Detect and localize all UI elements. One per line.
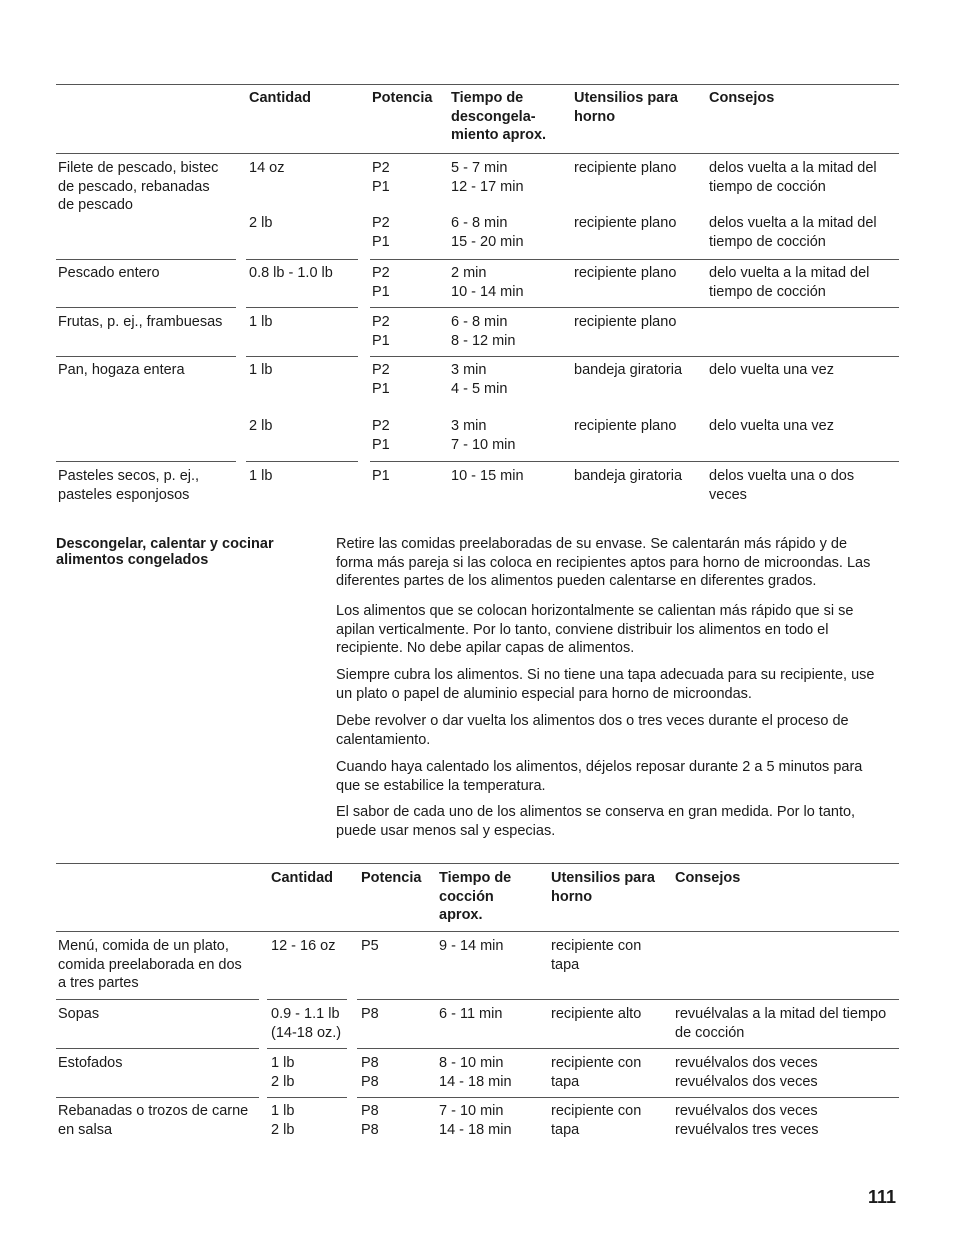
quantity-cell: 1 lb 2 lb [271, 1103, 295, 1138]
row-rule [370, 259, 899, 260]
header-consejos: Consejos [709, 90, 775, 106]
food-cell: Pasteles secos, p. ej., pasteles esponjosos [58, 468, 200, 503]
table-top-rule [56, 863, 899, 864]
row-rule [357, 1048, 899, 1049]
header-tiempo: Tiempo de cocción aprox. [439, 870, 512, 923]
quantity-cell: 1 lb [249, 468, 273, 484]
paragraph: Los alimentos que se colocan horizontalmente se calientan más rápido que si se apilan verticalmente. Por lo tanto, conviene distribuir los alimentos en todo el recipiente. No debe apilar capas de alimentos. [336, 603, 854, 656]
power-cell: P2 P1 [372, 160, 390, 195]
row-rule [246, 356, 358, 357]
utensil-cell: recipiente alto [551, 1006, 642, 1022]
row-rule [267, 999, 347, 1000]
quantity-cell: 0.9 - 1.1 lb (14-18 oz.) [271, 1006, 342, 1041]
food-cell: Pescado entero [58, 265, 160, 281]
tip-cell: delo vuelta a la mitad del tiempo de cocción [709, 265, 870, 300]
tip-cell: delo vuelta una vez [709, 362, 834, 378]
row-rule [267, 1097, 347, 1098]
row-rule [56, 1097, 259, 1098]
row-rule [357, 999, 899, 1000]
quantity-cell: 2 lb [249, 215, 273, 231]
header-tiempo: Tiempo de descongela- miento aprox. [451, 90, 547, 143]
tip-cell: delo vuelta una vez [709, 418, 834, 434]
time-cell: 3 min 4 - 5 min [451, 362, 508, 397]
utensil-cell: recipiente plano [574, 418, 677, 434]
time-cell: 3 min 7 - 10 min [451, 418, 516, 453]
power-cell: P2 P1 [372, 215, 390, 250]
quantity-cell: 1 lb [249, 314, 273, 330]
quantity-cell: 14 oz [249, 160, 285, 176]
utensil-cell: recipiente con tapa [551, 938, 642, 973]
tip-cell: revuélvalas a la mitad del tiempo de cocción [675, 1006, 887, 1041]
paragraph: Cuando haya calentado los alimentos, déjelos reposar durante 2 a 5 minutos para que se estabilice la temperatura. [336, 759, 863, 794]
power-cell: P5 [361, 938, 379, 954]
time-cell: 10 - 15 min [451, 468, 524, 484]
time-cell: 6 - 11 min [439, 1006, 503, 1022]
utensil-cell: bandeja giratoria [574, 468, 683, 484]
paragraph: Retire las comidas preelaboradas de su envase. Se calentarán más rápido y de forma más pareja si las coloca en recipientes aptos para horno de microondas. Las diferentes partes de los alimentos pueden calentarse en diferentes grados. [336, 536, 871, 589]
row-rule [370, 461, 899, 462]
header-rule [56, 931, 899, 932]
food-cell: Sopas [58, 1006, 100, 1022]
power-cell: P2 P1 [372, 314, 390, 349]
utensil-cell: recipiente plano [574, 160, 677, 176]
power-cell: P8 P8 [361, 1055, 379, 1090]
utensil-cell: recipiente con tapa [551, 1055, 642, 1090]
paragraph: El sabor de cada uno de los alimentos se conserva en gran medida. Por lo tanto, puede usar menos sal y especias. [336, 804, 856, 839]
time-cell: 7 - 10 min 14 - 18 min [439, 1103, 512, 1138]
tip-cell: revuélvalos dos veces revuélvalos tres veces [675, 1103, 819, 1138]
quantity-cell: 12 - 16 oz [271, 938, 336, 954]
row-rule [56, 259, 236, 260]
time-cell: 8 - 10 min 14 - 18 min [439, 1055, 512, 1090]
time-cell: 9 - 14 min [439, 938, 504, 954]
time-cell: 5 - 7 min 12 - 17 min [451, 160, 524, 195]
power-cell: P1 [372, 468, 390, 484]
tip-cell: delos vuelta a la mitad del tiempo de cocción [709, 215, 877, 250]
header-cantidad: Cantidad [249, 90, 312, 106]
header-potencia: Potencia [372, 90, 433, 106]
utensil-cell: recipiente plano [574, 314, 677, 330]
header-rule [56, 153, 899, 154]
quantity-cell: 1 lb [249, 362, 273, 378]
row-rule [267, 1048, 347, 1049]
food-cell: Menú, comida de un plato, comida preelaborada en dos a tres partes [58, 938, 242, 991]
utensil-cell: recipiente con tapa [551, 1103, 642, 1138]
quantity-cell: 2 lb [249, 418, 273, 434]
food-cell: Frutas, p. ej., frambuesas [58, 314, 223, 330]
section-heading: Descongelar, calentar y cocinar alimentos congelados [56, 536, 274, 568]
header-potencia: Potencia [361, 870, 422, 886]
power-cell: P2 P1 [372, 265, 390, 300]
header-cantidad: Cantidad [271, 870, 334, 886]
row-rule [56, 307, 236, 308]
food-cell: Estofados [58, 1055, 123, 1071]
time-cell: 2 min 10 - 14 min [451, 265, 524, 300]
utensil-cell: recipiente plano [574, 265, 677, 281]
row-rule [56, 1048, 259, 1049]
row-rule [370, 307, 899, 308]
row-rule [246, 259, 358, 260]
tip-cell: revuélvalos dos veces revuélvalos dos veces [675, 1055, 818, 1090]
quantity-cell: 1 lb 2 lb [271, 1055, 295, 1090]
time-cell: 6 - 8 min 8 - 12 min [451, 314, 516, 349]
tip-cell: delos vuelta a la mitad del tiempo de cocción [709, 160, 877, 195]
food-cell: Pan, hogaza entera [58, 362, 185, 378]
row-rule [370, 356, 899, 357]
row-rule [56, 999, 259, 1000]
tip-cell: delos vuelta una o dos veces [709, 468, 855, 503]
row-rule [246, 307, 358, 308]
header-consejos: Consejos [675, 870, 741, 886]
utensil-cell: recipiente plano [574, 215, 677, 231]
power-cell: P2 P1 [372, 362, 390, 397]
food-cell: Filete de pescado, bistec de pescado, rebanadas de pescado [58, 160, 219, 213]
row-rule [56, 356, 236, 357]
time-cell: 6 - 8 min 15 - 20 min [451, 215, 524, 250]
utensil-cell: bandeja giratoria [574, 362, 683, 378]
power-cell: P8 [361, 1006, 379, 1022]
row-rule [246, 461, 358, 462]
row-rule [56, 461, 236, 462]
paragraph: Debe revolver o dar vuelta los alimentos dos o tres veces durante el proceso de calentamiento. [336, 713, 849, 748]
power-cell: P2 P1 [372, 418, 390, 453]
header-utensilios: Utensilios para horno [551, 870, 655, 905]
table-top-rule [56, 84, 899, 85]
header-utensilios: Utensilios para horno [574, 90, 678, 125]
paragraph: Siempre cubra los alimentos. Si no tiene una tapa adecuada para su recipiente, use un plato o papel de aluminio especial para horno de microondas. [336, 667, 875, 702]
page-number: 111 [867, 1187, 896, 1207]
food-cell: Rebanadas o trozos de carne en salsa [58, 1103, 249, 1138]
power-cell: P8 P8 [361, 1103, 379, 1138]
row-rule [357, 1097, 899, 1098]
quantity-cell: 0.8 lb - 1.0 lb [249, 265, 333, 281]
